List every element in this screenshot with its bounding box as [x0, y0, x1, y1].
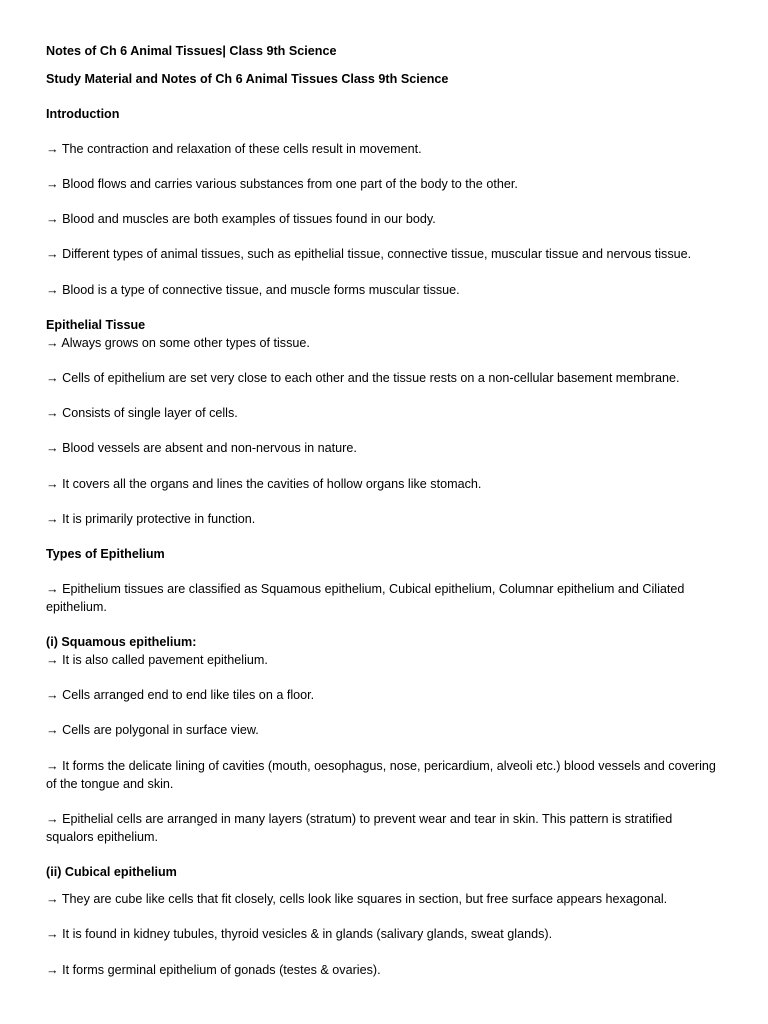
- introduction-point: → Different types of animal tissues, such as epithelial tissue, connective tissue, muscular tissue and nervous tissue.: [46, 247, 692, 261]
- squamous-point: → Cells are polygonal in surface view.: [46, 723, 259, 737]
- document-title: Notes of Ch 6 Animal Tissues| Class 9th Science: [46, 44, 337, 58]
- types-heading: Types of Epithelium: [46, 547, 165, 561]
- squamous-heading: (i) Squamous epithelium:: [46, 635, 197, 649]
- squamous-point: → Cells arranged end to end like tiles on a floor.: [46, 688, 315, 702]
- epithelial-heading: Epithelial Tissue: [46, 318, 146, 332]
- introduction-point: → Blood is a type of connective tissue, and muscle forms muscular tissue.: [46, 283, 460, 297]
- types-point: → Epithelium tissues are classified as Squamous epithelium, Cubical epithelium, Columnar epithelium and Ciliated epithelium.: [46, 582, 685, 614]
- introduction-point: → Blood flows and carries various substances from one part of the body to the other.: [46, 177, 518, 191]
- epithelial-point: → Blood vessels are absent and non-nervous in nature.: [46, 441, 357, 455]
- epithelial-point: → It covers all the organs and lines the cavities of hollow organs like stomach.: [46, 477, 482, 491]
- introduction-point: → The contraction and relaxation of these cells result in movement.: [46, 142, 422, 156]
- introduction-point: → Blood and muscles are both examples of tissues found in our body.: [46, 212, 436, 226]
- squamous-point: → It forms the delicate lining of cavities (mouth, oesophagus, nose, pericardium, alveoli etc.) blood vessels and covering of the tongue and skin.: [46, 759, 716, 791]
- cubical-point: → It is found in kidney tubules, thyroid vesicles & in glands (salivary glands, sweat glands).: [46, 927, 553, 941]
- epithelial-point: → It is primarily protective in function.: [46, 512, 256, 526]
- epithelial-point: → Cells of epithelium are set very close to each other and the tissue rests on a non-cellular basement membrane.: [46, 371, 680, 385]
- cubical-point: → It forms germinal epithelium of gonads (testes & ovaries).: [46, 963, 381, 977]
- epithelial-point: → Consists of single layer of cells.: [46, 406, 238, 420]
- document-subtitle: Study Material and Notes of Ch 6 Animal Tissues Class 9th Science: [46, 72, 449, 86]
- squamous-point: → It is also called pavement epithelium.: [46, 653, 268, 667]
- cubical-point: → They are cube like cells that fit closely, cells look like squares in section, but free surface appears hexagonal.: [46, 892, 668, 906]
- cubical-heading: (ii) Cubical epithelium: [46, 865, 177, 879]
- squamous-point: → Epithelial cells are arranged in many layers (stratum) to prevent wear and tear in skin. This pattern is stratified squalors epithelium.: [46, 812, 673, 844]
- epithelial-point: → Always grows on some other types of tissue.: [46, 336, 310, 350]
- introduction-heading: Introduction: [46, 107, 120, 121]
